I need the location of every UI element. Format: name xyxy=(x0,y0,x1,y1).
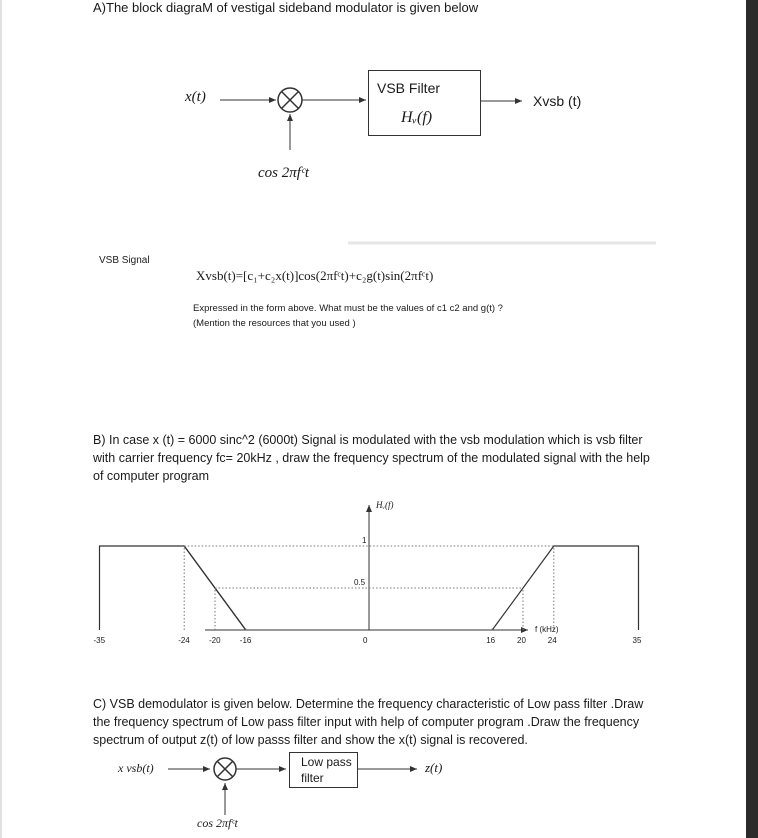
output-label-a: Xvsb (t) xyxy=(533,93,582,109)
x-tick-label: 20 xyxy=(517,636,526,645)
chart-y-label: Hᵥ(f) xyxy=(376,500,394,510)
lpf-line-1: Low pass xyxy=(301,755,352,769)
x-tick-label: 16 xyxy=(486,636,496,645)
section-a-heading: A)The block diagraM of vestigal sideband modulator is given below xyxy=(93,0,479,15)
lpf-line-2: filter xyxy=(301,771,324,785)
y-tick-label: 1 xyxy=(362,536,367,545)
x-tick-label: 35 xyxy=(632,636,642,645)
question-line-2: (Mention the resources that you used ) xyxy=(193,318,356,329)
series-line-2 xyxy=(492,546,638,630)
vsb-filter-box xyxy=(368,70,481,136)
output-label-c: z(t) xyxy=(425,760,443,775)
vsb-filter-func: Hᵥ(f) xyxy=(401,109,433,126)
question-line-1: Expressed in the form above. What must be the values of c1 c2 and g(t) ? xyxy=(193,303,503,314)
vsb-equation: Xvsb(t)=[c₁+c₂x(t)]cos(2πfᶜt)+c₂g(t)sin(2πfᶜt) xyxy=(196,268,434,283)
x-tick-label: 0 xyxy=(363,636,368,645)
y-tick-label: 0.5 xyxy=(354,578,366,587)
vsb-filter-title: VSB Filter xyxy=(377,80,441,96)
x-tick-label: -20 xyxy=(209,636,221,645)
carrier-label-c: cos 2πfᶜt xyxy=(197,816,238,830)
section-b-text: B) In case x (t) = 6000 sinc^2 (6000t) Signal is modulated with the vsb modulation which is vsb filter with carrier frequency fc= 20kHz , draw the frequency spectrum of the modulated signal with the help of computer program xyxy=(93,433,650,483)
series-line-1 xyxy=(100,546,246,630)
x-tick-label: 24 xyxy=(547,636,557,645)
carrier-label-a: cos 2πfᶜt xyxy=(258,165,310,181)
x-tick-label: -24 xyxy=(178,636,190,645)
section-c-text: C) VSB demodulator is given below. Determine the frequency characteristic of Low pass filter .Draw the frequency spectrum of Low pass filter input with help of computer program .Draw the frequency spectrum of output z(t) of low passs filter and show the x(t) signal is recovered. xyxy=(93,697,644,747)
chart-x-label: f (kHz) xyxy=(535,625,559,634)
x-tick-label: -35 xyxy=(93,636,106,645)
vsb-signal-label: VSB Signal xyxy=(99,255,150,266)
input-label-c: x vsb(t) xyxy=(118,761,154,775)
x-tick-label: -16 xyxy=(239,636,252,645)
lowpass-filter-box xyxy=(289,752,358,788)
input-label-a: x(t) xyxy=(185,89,206,105)
